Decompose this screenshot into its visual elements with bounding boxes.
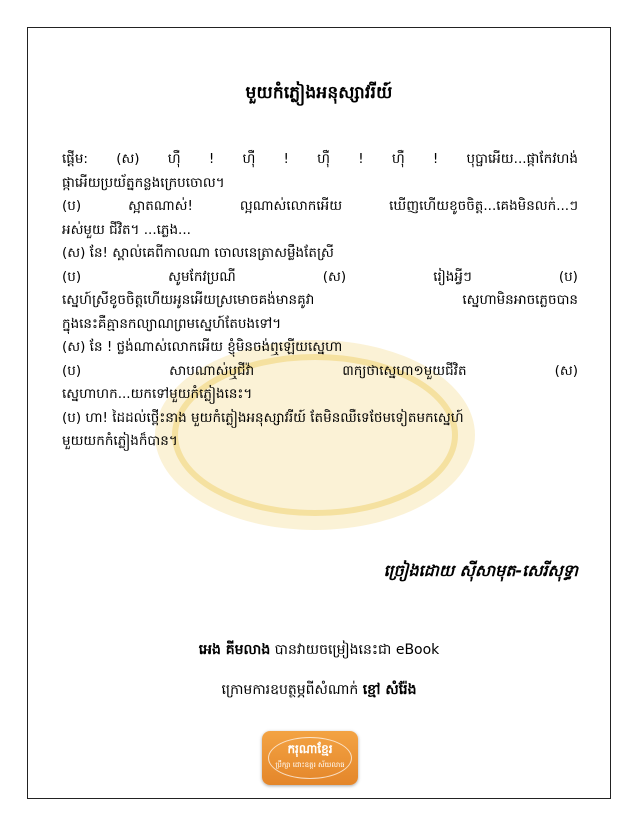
lyric-line-1 <box>62 148 578 172</box>
ebook-credit <box>0 640 638 661</box>
logo-subtitle: ប្រឹក្សា ដោះឧត្តរ ស័យលាធ <box>275 761 345 769</box>
lyric-line-4: អស់មួយ ជីវិត។ ...ភ្លេង... <box>62 221 191 238</box>
lyric-word: ហ៊ឺ <box>167 151 181 167</box>
lyric-line-10 <box>62 360 578 384</box>
lyric-line-8: ក្នុងនេះគឺគ្មានកល្យាណព្រមស្នេហ៍តែបងទៅ។ <box>62 315 282 332</box>
lyric-word: ! <box>208 151 215 167</box>
ebook-text: បានវាយចម្រៀងនេះជា <box>274 642 392 658</box>
lyric-word: រៀងអ្វីៗ <box>433 268 472 285</box>
lyric-word: សាបណាស់ឬជីវ៉ា <box>169 362 255 379</box>
lyric-word: ហ៊ឺ <box>317 151 331 167</box>
logo-title: ករុណាខ្មែរ <box>287 742 333 756</box>
ebook-format: eBook <box>395 642 440 658</box>
lyric-word: (ប) <box>558 268 578 285</box>
sponsor-text: ក្រោមការឧបត្ថម្ភពីសំណាក់ <box>221 682 359 698</box>
lyric-line-7 <box>62 289 578 313</box>
lyric-word: ឃើញហើយខូចចិត្ត...គេងមិនលក់...ៗ <box>389 198 578 214</box>
lyric-word: សូមកែវប្រណី <box>168 268 236 285</box>
lyric-line-11: ស្នេហាហក...យកទៅមួយកំភ្លៀងនេះ។ <box>62 386 253 402</box>
lyric-word: (ស) <box>116 151 140 167</box>
lyric-word: ! <box>283 151 289 167</box>
lyric-word: បុប្ផាអើយ...ផ្កាកែវហង់ <box>466 151 578 167</box>
lyric-word: ស្នេហាមិនអាចភ្លេចបាន <box>462 292 578 308</box>
publisher-logo <box>262 731 358 785</box>
lyric-word: (ស) <box>554 362 578 379</box>
lyric-word: ស្អាតណាស់! <box>128 198 193 214</box>
lyric-line-2: ផ្កាអើយប្រយ័ត្នកន្លងក្រេបចោល។ <box>62 174 225 191</box>
lyric-word: (ស) <box>322 268 347 285</box>
lyric-line-9: (ស) នែ ! ថ្លង់ណាស់លោកអើយ ខ្ញុំមិនចង់ឮឡើយស្នេហា <box>62 339 343 355</box>
lyric-word: ហ៊ឺ <box>391 151 405 167</box>
sponsor-name: ខ្មៅ សំរ៉ែង <box>362 682 417 698</box>
lyric-line-3 <box>62 195 578 219</box>
lyric-word: (ប) <box>62 362 82 379</box>
lyric-word: ! <box>358 151 364 167</box>
lyric-word: ! <box>432 151 439 167</box>
lyric-word: ហ៊ឺ <box>242 151 256 167</box>
lyric-line-12: (ប) ហា! ដៃដល់ថ្ពើះនាង មួយកំភ្លៀងអនុស្សាវរីយ៍ តែមិនឈឺទេថែមទៀតមកស្នេហ៍ <box>62 409 464 426</box>
lyric-word: ៣ក្យថាស្នេហា១មួយជីវិត <box>342 362 467 379</box>
lyric-word: (ប) <box>62 198 82 214</box>
typist-name: អេង គីមលាង <box>198 642 271 658</box>
lyric-word: ផ្ដើម: <box>62 151 88 167</box>
singer-credit: ច្រៀងដោយ ស៊ីសាមុត-សេរីសុទ្ធា <box>383 561 578 580</box>
lyric-word: ល្អណាស់លោកអើយ <box>239 198 343 214</box>
lyric-word: ស្នេហ៍ស្រីខូចចិត្តហើយអូនអើយស្រមោចគង់មានគូវា <box>62 292 315 308</box>
lyric-line-6 <box>62 266 578 290</box>
lyric-line-5: (ស) នែ! ស្គាល់គេពីកាលណា ចោលនេត្រាសម្លឹងតែស្រី <box>62 245 334 261</box>
sponsor-credit <box>0 680 638 701</box>
lyrics <box>62 148 578 454</box>
lyric-line-13: មួយយកកំភ្លៀងក៏បាន។ <box>62 433 178 449</box>
lyric-word: (ប) <box>62 268 82 285</box>
song-title: មួយកំភ្លៀងអនុស្សាវរីយ៍ <box>245 83 393 103</box>
